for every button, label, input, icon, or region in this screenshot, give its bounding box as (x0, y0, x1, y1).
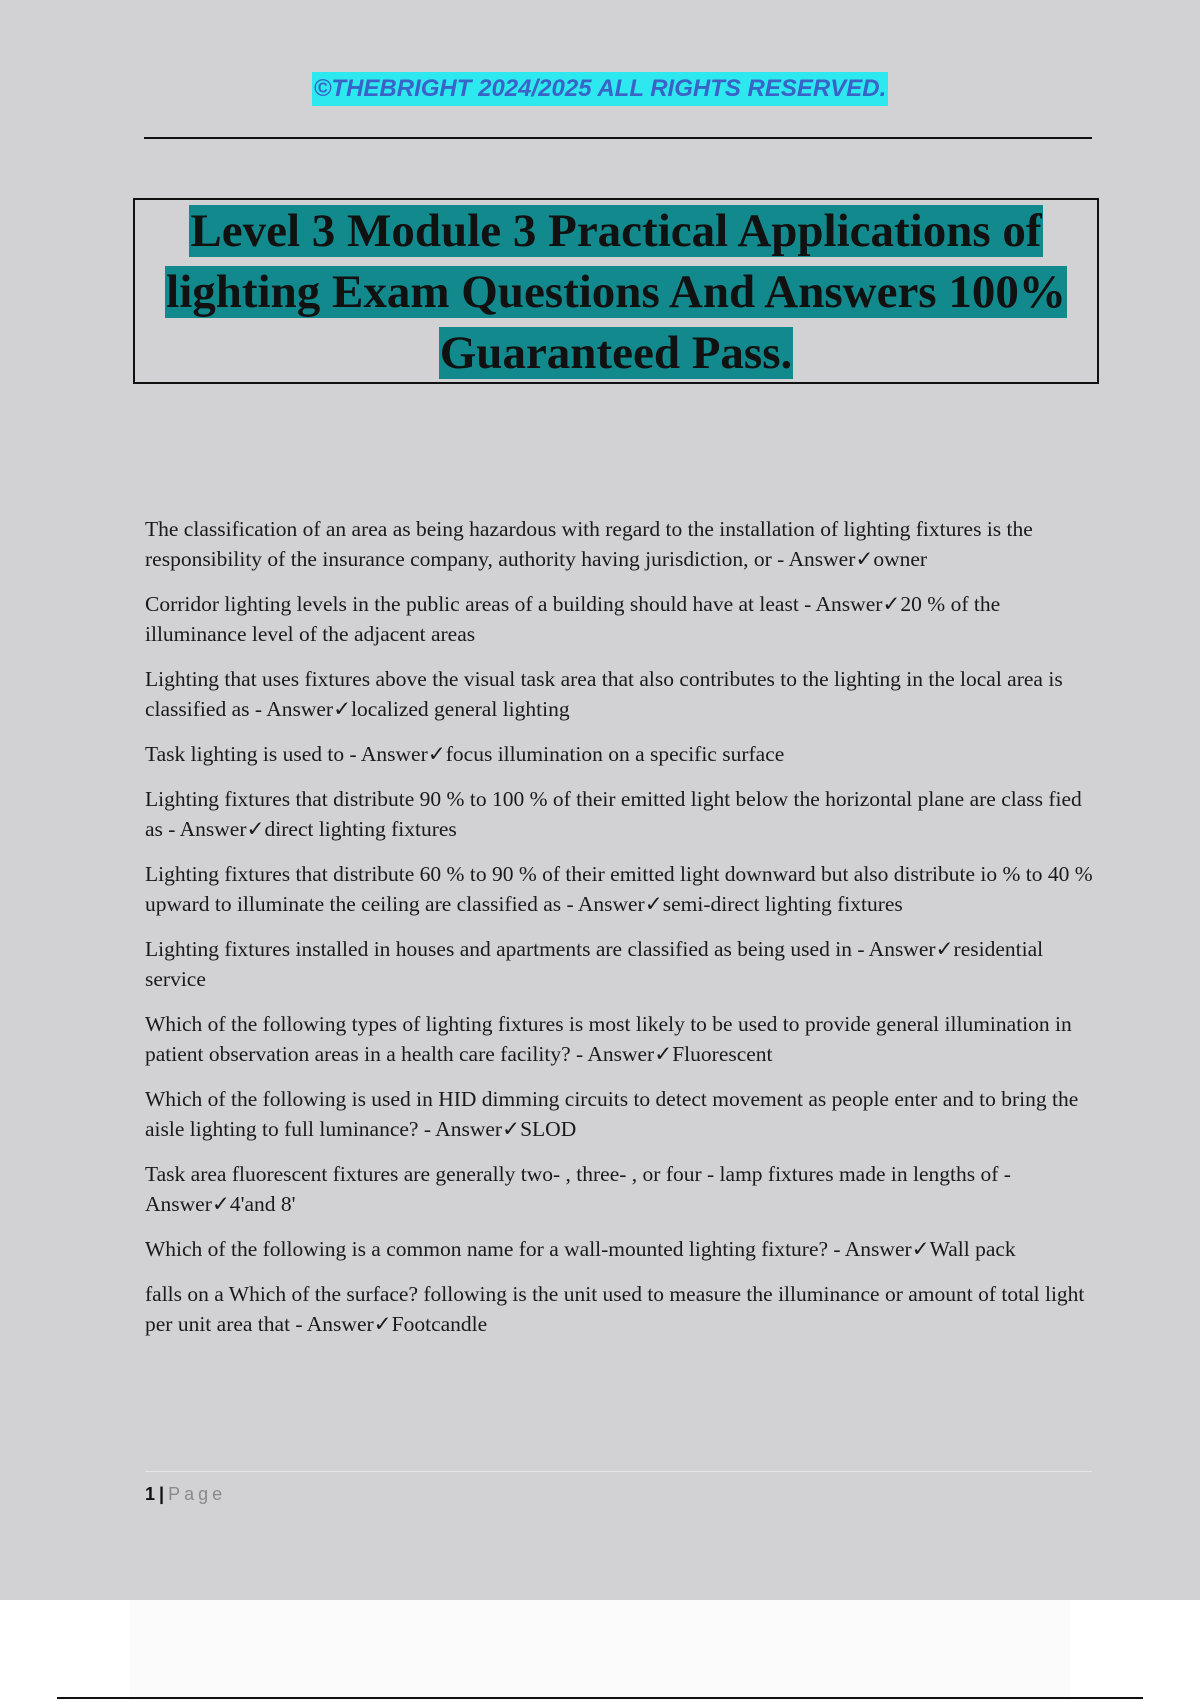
page-label: Page (168, 1484, 227, 1504)
next-page-preview (0, 1600, 1200, 1700)
qa-item: Which of the following types of lighting fixtures is most likely to be used to provide general illumination in patient observation areas in a health care facility? - Answer✓Fluorescent (145, 1012, 1072, 1066)
next-page-body (130, 1600, 1070, 1700)
qa-item: Which of the following is a common name for a wall-mounted lighting fixture? - Answer✓Wall pack (145, 1237, 1016, 1261)
qa-item: Task lighting is used to - Answer✓focus illumination on a specific surface (145, 742, 785, 766)
copyright-notice: ©THEBRIGHT 2024/2025 ALL RIGHTS RESERVED. (312, 72, 889, 106)
header (0, 72, 1200, 106)
title-line-3: Guaranteed Pass. (439, 327, 793, 379)
header-rule (144, 137, 1092, 139)
qa-item: The classification of an area as being hazardous with regard to the installation of lighting fixtures is the responsibility of the insurance company, authority having jurisdiction, or - Answer✓owner (145, 517, 1033, 571)
page-footer (145, 1471, 1092, 1505)
document-title (135, 201, 1097, 384)
title-line-1: Level 3 Module 3 Practical Applications of (190, 205, 1042, 257)
qa-item: falls on a Which of the surface? following is the unit used to measure the illuminance or amount of total light per unit area that - Answer✓Footcandle (145, 1282, 1085, 1336)
qa-item: Corridor lighting levels in the public areas of a building should have at least - Answer✓20 % of the illuminance level of the adjacent areas (145, 592, 1001, 646)
question-answer-list (145, 514, 1095, 1354)
qa-item: Which of the following is used in HID dimming circuits to detect movement as people enter and to bring the aisle lighting to full luminance? - Answer✓SLOD (145, 1087, 1079, 1141)
next-page-header-rule (57, 1697, 1143, 1699)
title-box (133, 198, 1099, 384)
title-line-2: lighting Exam Questions And Answers 100% (166, 266, 1066, 318)
qa-item: Lighting fixtures installed in houses and apartments are classified as being used in - Answer✓residential service (145, 937, 1044, 991)
qa-item: Lighting fixtures that distribute 60 % to 90 % of their emitted light downward but also distribute io % to 40 % upward to illuminate the ceiling are classified as - Answer✓semi-direct lighting fixtures (145, 862, 1093, 916)
qa-item: Lighting fixtures that distribute 90 % to 100 % of their emitted light below the horizontal plane are class fied as - Answer✓direct lighting fixtures (145, 787, 1082, 841)
page-number: 1 (145, 1484, 156, 1504)
page-separator: | (159, 1484, 165, 1504)
qa-item: Lighting that uses fixtures above the visual task area that also contributes to the lighting in the local area is classified as - Answer✓localized general lighting (145, 667, 1063, 721)
qa-item: Task area fluorescent fixtures are generally two- , three- , or four - lamp fixtures made in lengths of - Answer✓4'and 8' (145, 1162, 1011, 1216)
